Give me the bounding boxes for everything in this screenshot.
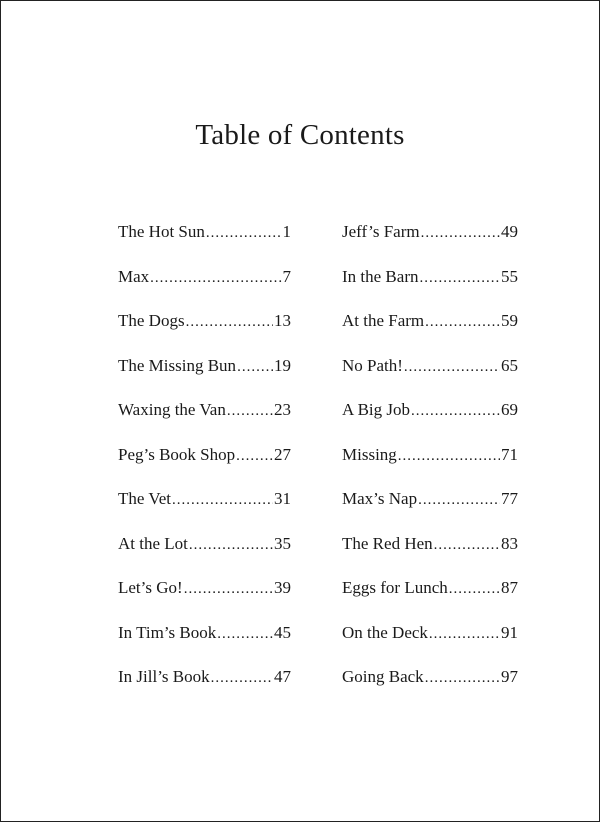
toc-entry (342, 397, 518, 442)
entry-page: 91 (501, 622, 518, 642)
entry-title: At the Lot (118, 533, 188, 553)
dot-leader (206, 220, 282, 246)
dot-leader (172, 487, 273, 513)
toc-entry (118, 264, 291, 309)
page-title: Table of Contents (195, 119, 405, 151)
dot-leader (184, 576, 273, 602)
entry-title: A Big Job (342, 400, 411, 419)
dot-leader (236, 443, 273, 469)
dot-leader (237, 354, 273, 380)
toc-column-right (342, 219, 518, 709)
dot-leader (398, 443, 500, 469)
toc-entry (118, 308, 291, 353)
entry-page: 27 (274, 444, 291, 464)
dot-leader (425, 309, 500, 335)
entry-page: 39 (274, 578, 291, 597)
entry-title: Max (118, 266, 150, 286)
toc-entry (342, 531, 518, 576)
entry-title: The Red Hen (342, 533, 433, 553)
entry-page: 77 (501, 489, 518, 508)
toc-entry (118, 575, 291, 620)
entry-title: The Vet (118, 489, 172, 508)
dot-leader (227, 398, 273, 424)
dot-leader (449, 576, 500, 602)
dot-leader (150, 265, 281, 291)
entry-page: 71 (501, 444, 518, 464)
entry-title: At the Farm (342, 311, 425, 330)
entry-title: Peg’s Book Shop (118, 444, 236, 464)
entry-page: 35 (274, 533, 291, 553)
toc-entry (342, 620, 518, 665)
entry-page: 47 (274, 667, 291, 686)
entry-page: 13 (274, 311, 291, 330)
dot-leader (189, 532, 273, 558)
toc-entry (118, 353, 291, 398)
dot-leader (425, 665, 500, 691)
entry-title: In the Barn (342, 266, 419, 286)
dot-leader (217, 621, 273, 647)
toc-entry (118, 219, 291, 264)
entry-title: The Missing Bun (118, 355, 237, 375)
dot-leader (429, 621, 500, 647)
entry-page: 65 (501, 355, 518, 375)
entry-page: 23 (274, 400, 291, 419)
toc-entry (342, 442, 518, 487)
toc-entry (342, 486, 518, 531)
entry-page: 97 (501, 667, 518, 686)
entry-page: 83 (501, 533, 518, 553)
entry-title: Going Back (342, 667, 424, 686)
dot-leader (404, 354, 500, 380)
dot-leader (421, 220, 500, 246)
entry-page: 55 (501, 266, 518, 286)
entry-page: 31 (274, 489, 291, 508)
toc-entry (118, 486, 291, 531)
toc-column-left (118, 219, 291, 709)
entry-title: Max’s Nap (342, 489, 418, 508)
entry-page: 19 (274, 355, 291, 375)
entry-page: 45 (274, 622, 291, 642)
entry-title: Eggs for Lunch (342, 578, 448, 597)
dot-leader (211, 665, 273, 691)
toc-entry (342, 575, 518, 620)
entry-page: 7 (282, 266, 291, 286)
entry-title: Jeff’s Farm (342, 222, 420, 241)
dot-leader (418, 487, 500, 513)
toc-entry (118, 531, 291, 576)
entry-title: Waxing the Van (118, 400, 226, 419)
toc-entry (118, 664, 291, 709)
entry-title: The Hot Sun (118, 222, 205, 241)
dot-leader (186, 309, 273, 335)
entry-title: In Jill’s Book (118, 667, 210, 686)
toc-entry (118, 620, 291, 665)
toc-entry (342, 219, 518, 264)
entry-title: The Dogs (118, 311, 185, 330)
entry-title: Missing (342, 444, 397, 464)
entry-title: Let’s Go! (118, 578, 183, 597)
toc-entry (342, 308, 518, 353)
entry-page: 1 (282, 222, 291, 241)
toc-entry (342, 264, 518, 309)
dot-leader (411, 398, 500, 424)
entry-page: 49 (501, 222, 518, 241)
dot-leader (419, 265, 500, 291)
toc-entry (342, 664, 518, 709)
entry-page: 59 (501, 311, 518, 330)
entry-title: In Tim’s Book (118, 622, 217, 642)
entry-title: No Path! (342, 355, 403, 375)
toc-entry (118, 397, 291, 442)
entry-page: 69 (501, 400, 518, 419)
entry-title: On the Deck (342, 622, 428, 642)
dot-leader (434, 532, 500, 558)
toc-entry (342, 353, 518, 398)
entry-page: 87 (501, 578, 518, 597)
toc-entry (118, 442, 291, 487)
